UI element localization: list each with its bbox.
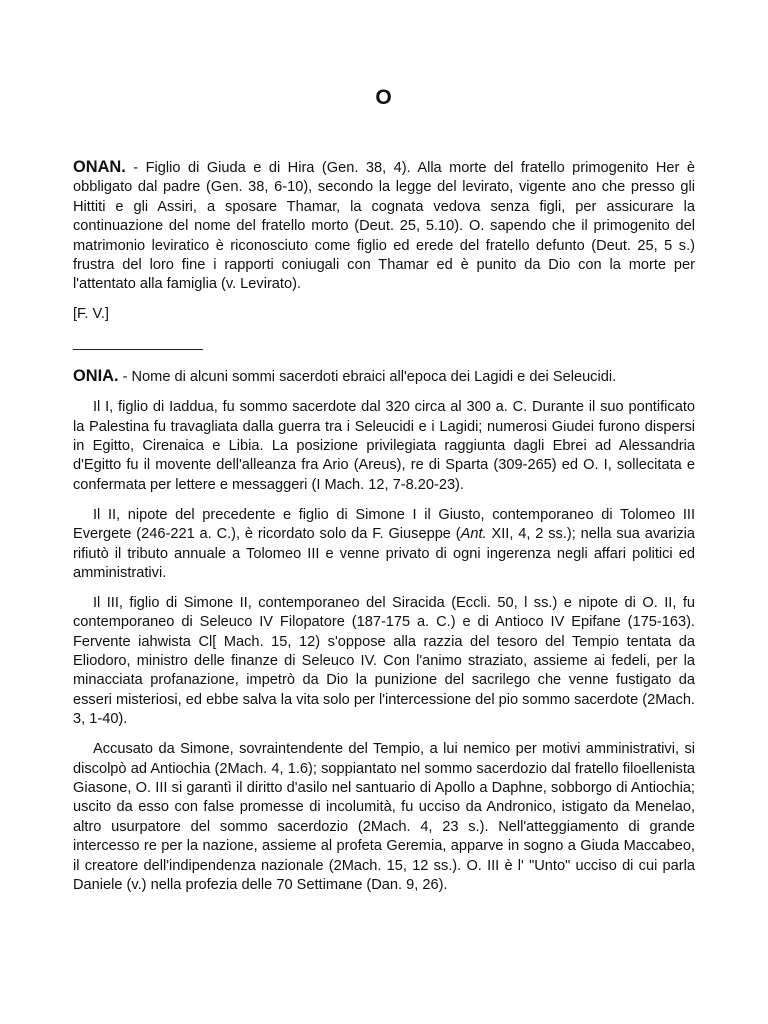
- document-body: [73, 158, 695, 906]
- entry-text: - Figlio di Giuda e di Hira (Gen. 38, 4). Alla morte del fratello primogenito Her è obbligato dal padre (Gen. 38, 6-10), secondo la legge del levirato, vigente ano che presso gli Hittiti e gli Assiri, a sposare Thamar, la cognata vedova senza figli, per assicurare la continuazione del nome del fratello morto (Deut. 25, 5.10). O. sapendo che il primogenito del matrimonio leviratico è riconosciuto come figlio ed erede del fratello defunto (Deut. 25, 5 s.) frustra del loro fine i rapporti coniugali con Thamar ed è punito da Dio con la morte per l'attentato alla famiglia (v. Levirato).: [73, 160, 695, 293]
- separator-line: ________________: [73, 335, 203, 352]
- paragraph-onia-2: [73, 506, 695, 584]
- entry-headword: ONAN.: [73, 158, 126, 176]
- entry-onan: [73, 158, 695, 295]
- section-letter-heading: O: [375, 86, 393, 109]
- entry-onia-intro: [73, 367, 695, 387]
- paragraph-text: XII, 4, 2 ss.); nella sua avarizia rifiutò il tributo annuale a Tolomeo III e venne privato di ogni ingerenza negli affari politici ed amministrativi.: [73, 526, 696, 581]
- paragraph-onia-3: Il III, figlio di Simone II, contemporaneo del Siracida (Eccli. 50, l ss.) e nipote di O. II, fu contemporaneo di Seleuco IV Filopatore (187-175 a. C.) e di Antioco IV Epifane (175-163). Fervente iahwista Cl[ Mach. 15, 12) s'oppose alla razzia del tesoro del Tempio tentata da Eliodoro, ministro delle finanze di Seleuco IV. Con l'animo straziato, assieme ai fedeli, per la minacciata profanazione, impetrò da Dio la punizione del sacrilego che venne fustigato da esseri misteriosi, ed ebbe salva la vita solo per l'intercessione del pio sommo sacerdote (2Mach. 3, 1-40).: [73, 594, 695, 728]
- entry-headword: ONIA.: [73, 367, 119, 386]
- entry-author: [F. V.]: [73, 306, 109, 323]
- entry-text: - Nome di alcuni sommi sacerdoti ebraici all'epoca dei Lagidi e dei Seleucidi.: [118, 369, 617, 386]
- italic-reference: Ant.: [460, 526, 487, 543]
- paragraph-text: Il II, nipote del precedente e figlio di Simone I il Giusto, contemporaneo di Tolomeo III Evergete (246-221 a. C.), è ricordato solo da F. Giuseppe (: [73, 506, 695, 543]
- paragraph-onia-1: Il I, figlio di Iaddua, fu sommo sacerdote dal 320 circa al 300 a. C. Durante il suo pontificato la Palestina fu travagliata dalla guerra tra i Seleucidi e i Lagidi; numerosi Giudei furono dispersi in Egitto, Cirenaica e Libia. La posizione privilegiata raggiunta dagli Ebrei ad Alessandria d'Egitto fu il movente dell'alleanza fra Ario (Areus), re di Sparta (309-265) ed O. I, sollecitata e confermata per lettere e messaggeri (I Mach. 12, 7-8.20-23).: [73, 399, 695, 493]
- paragraph-onia-4: Accusato da Simone, sovraintendente del Tempio, a lui nemico per motivi amministrativi, si discolpò ad Antiochia (2Mach. 4, 1.6); soppiantato nel sommo sacerdozio dal fratello filoellenista Giasone, O. III si garantì il diritto d'asilo nel santuario di Apollo a Daphne, sobborgo di Antiochia; uscito da esso con false promesse di incolumità, fu ucciso da Andronico, istigato da Menelao, altro usurpatore del sommo sacerdozio (2Mach. 4, 23 s.). Nell'atteggiamento di grande intercesso re per la nazione, assieme al profeta Geremia, apparve in sogno a Giuda Maccabeo, il creatore dell'indipendenza nazionale (2Mach. 15, 12 ss.). O. III è l' "Unto" ucciso di cui parla Daniele (v.) nella profezia delle 70 Settimane (Dan. 9, 26).: [73, 741, 695, 893]
